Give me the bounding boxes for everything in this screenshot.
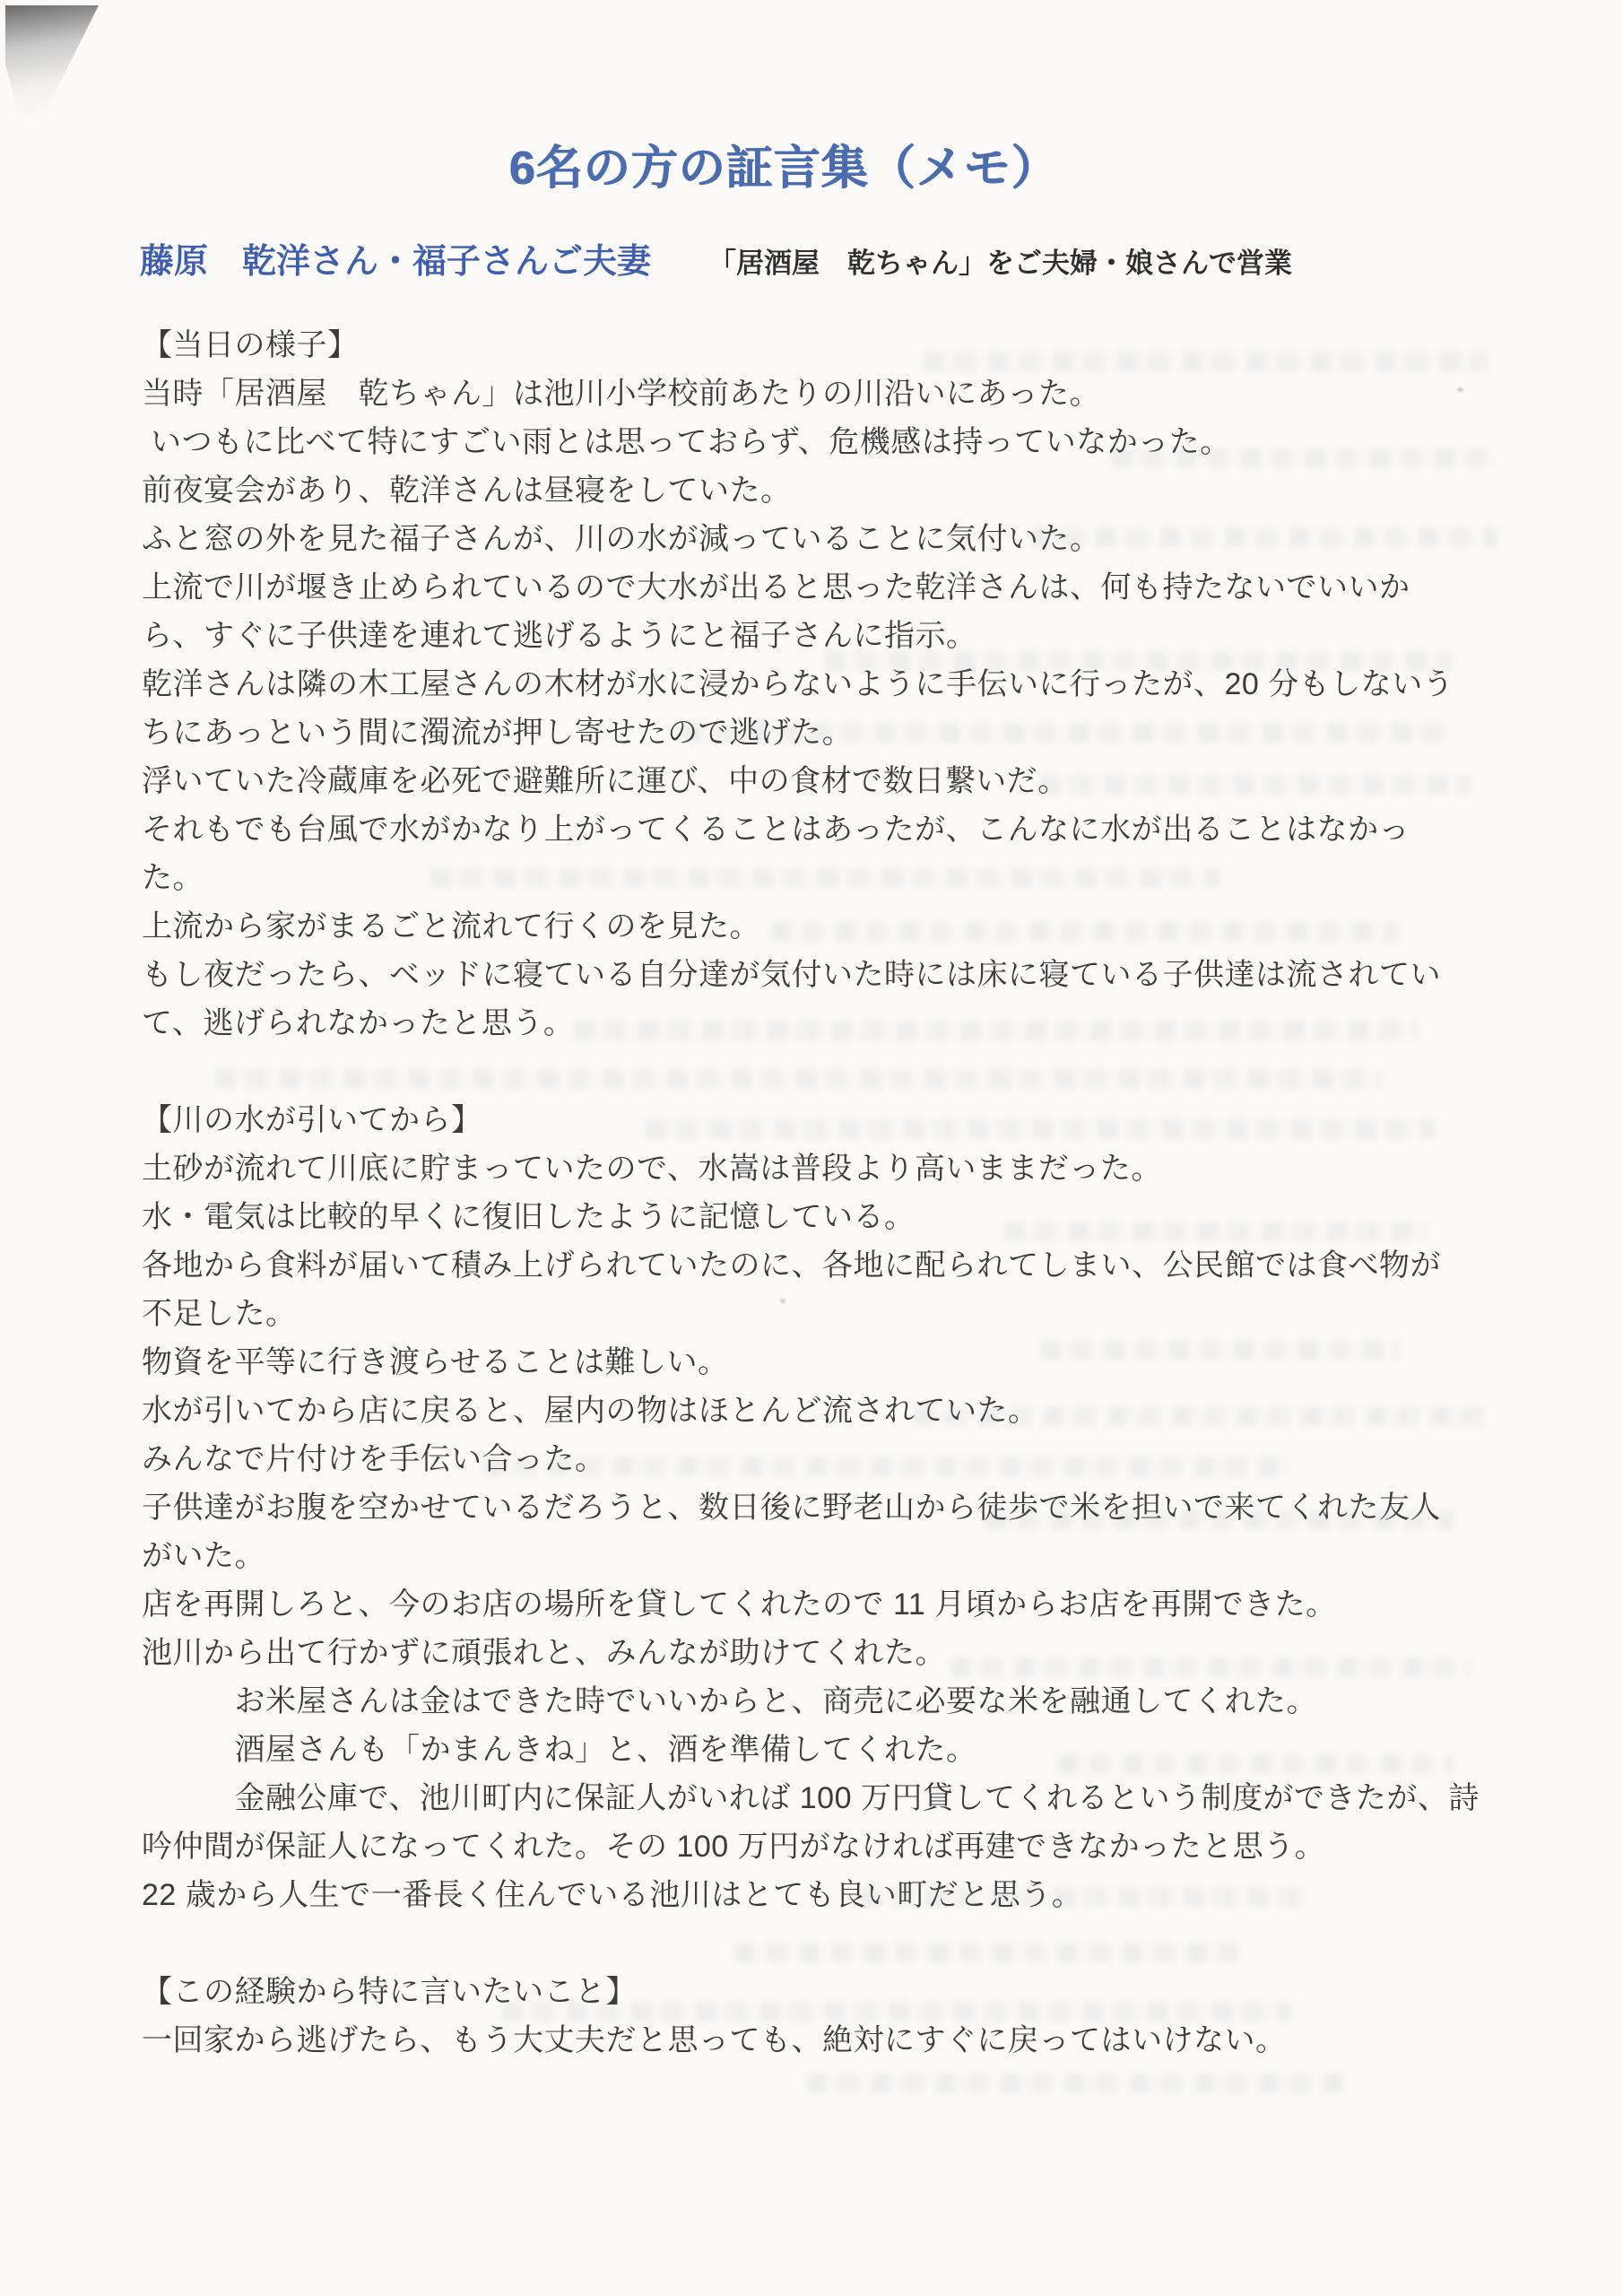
testimony-line: がいた。: [142, 1539, 265, 1573]
testimony-line: 各地から食料が届いて積み上げられていたのに、各地に配られてしまい、公民館では食べ物が: [142, 1248, 1441, 1283]
testimony-line: 一回家から逃げたら、もう大丈夫だと思っても、絶対にすぐに戻ってはいけない。: [142, 2023, 1287, 2057]
testimony-line: 酒屋さんも「かまんきね」と、酒を準備してくれた。: [142, 1733, 977, 1767]
testimony-line: 金融公庫で、池川町内に保証人がいれば 100 万円貸してくれるという制度ができたが、詩: [142, 1781, 1480, 1815]
testimony-line: 浮いていた冷蔵庫を必死で避難所に運び、中の食材で数日繋いだ。: [142, 764, 1069, 798]
document-title: 6名の方の証言集（メモ）: [509, 143, 1059, 195]
testimony-line: ら、すぐに子供達を連れて逃げるようにと福子さんに指示。: [142, 619, 977, 653]
testimony-line: 池川から出て行かずに頑張れと、みんなが助けてくれた。: [142, 1636, 946, 1670]
testimony-line: た。: [142, 861, 204, 895]
testimony-line: ちにあっという間に濁流が押し寄せたので逃げた。: [142, 716, 854, 750]
testimony-line: て、逃げられなかったと思う。: [142, 1006, 575, 1040]
testimony-line: 上流で川が堰き止められているので大水が出ると思った乾洋さんは、何も持たないでいいか: [142, 570, 1410, 604]
testimony-line: 物資を平等に行き渡らせることは難しい。: [142, 1345, 729, 1379]
bleed-through-artifact: [807, 2074, 1345, 2093]
testimony-line: 店を再開しろと、今のお店の場所を貸してくれたので 11 月頃からお店を再開できた。: [142, 1587, 1337, 1622]
testimony-line: 子供達がお腹を空かせているだろうと、数日後に野老山から徒歩で米を担いで来てくれた友人: [142, 1491, 1441, 1525]
scan-speck: [780, 1299, 785, 1303]
testimony-line: 乾洋さんは隣の木工屋さんの木材が水に浸からないように手伝いに行ったが、20 分もしないう: [142, 667, 1454, 701]
section-heading: 【当日の様子】: [142, 328, 359, 362]
testimony-line: みんなで片付けを手伝い合った。: [142, 1442, 606, 1476]
testimony-line: お米屋さんは金はできた時でいいからと、商売に必要な米を融通してくれた。: [142, 1684, 1317, 1718]
blank-line: [142, 1048, 1497, 1096]
testimony-line: 土砂が流れて川底に貯まっていたので、水嵩は普段より高いままだった。: [142, 1152, 1162, 1186]
subject-header: [140, 240, 1485, 283]
testimony-line: もし夜だったら、ベッドに寝ている自分達が気付いた時には床に寝ている子供達は流されてい: [142, 958, 1441, 992]
testimony-line: 水・電気は比較的早くに復旧したように記憶している。: [142, 1200, 916, 1234]
testimony-line: それもでも台風で水がかなり上がってくることはあったが、こんなに水が出ることはなかっ: [142, 813, 1410, 847]
subject-business-note: 「居酒屋 乾ちゃん」をご夫婦・娘さんで営業: [708, 248, 1293, 279]
testimony-line: 不足した。: [142, 1297, 297, 1331]
testimony-body: [142, 321, 1497, 2065]
testimony-line: 22 歳から人生で一番長く住んでいる池川はとても良い町だと思う。: [142, 1878, 1083, 1912]
blank-line: [142, 1919, 1497, 1968]
testimony-line: ふと窓の外を見た福子さんが、川の水が減っていることに気付いた。: [142, 522, 1101, 556]
testimony-line: 吟仲間が保証人になってくれた。その 100 万円がなければ再建できなかったと思う。: [142, 1830, 1326, 1864]
testimony-line: 前夜宴会があり、乾洋さんは昼寝をしていた。: [142, 474, 792, 508]
subject-name: 藤原 乾洋さん・福子さんご夫妻: [140, 243, 652, 281]
scan-speck: [1457, 387, 1463, 392]
testimony-line: 当時「居酒屋 乾ちゃん」は池川小学校前あたりの川沿いにあった。: [142, 377, 1101, 411]
testimony-line: 上流から家がまるごと流れて行くのを見た。: [142, 909, 760, 944]
testimony-line: いつもに比べて特にすごい雨とは思っておらず、危機感は持っていなかった。: [142, 425, 1231, 459]
section-heading: 【この経験から特に言いたいこと】: [142, 1975, 637, 2009]
testimony-line: 水が引いてから店に戻ると、屋内の物はほとんど流されていた。: [142, 1394, 1039, 1428]
section-heading: 【川の水が引いてから】: [142, 1103, 482, 1137]
folded-corner-artifact: [5, 5, 99, 147]
